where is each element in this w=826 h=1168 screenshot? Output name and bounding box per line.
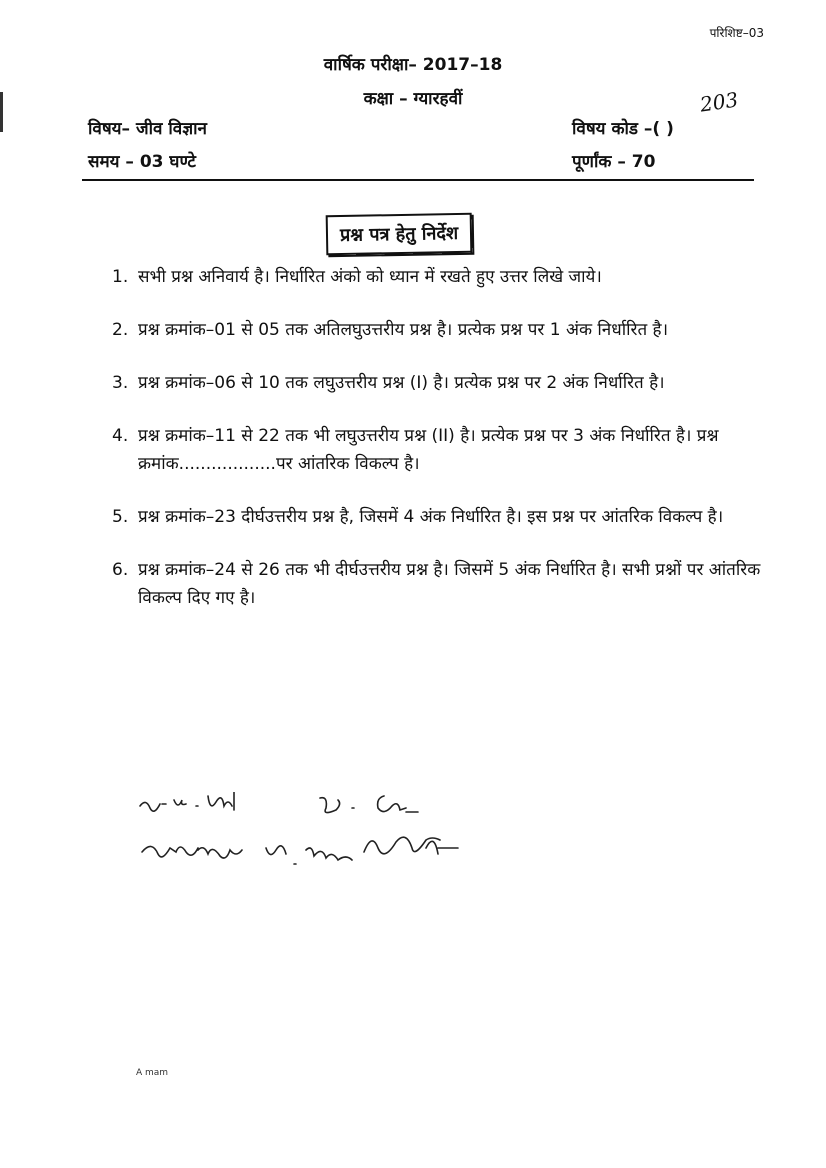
instruction-item: [112, 422, 772, 478]
instruction-number: 4.: [112, 426, 129, 446]
instruction-text: प्रश्न क्रमांक–11 से 22 तक भी लघुउत्तरीय प्रश्न (II) है। प्रत्येक प्रश्न पर 3 अंक निर्धारित है। प्रश्न क्रमांक..................पर आंतरिक विकल्प है।: [138, 426, 719, 474]
instruction-text: प्रश्न क्रमांक–06 से 10 तक लघुउत्तरीय प्रश्न (I) है। प्रत्येक प्रश्न पर 2 अंक निर्धारित है।: [138, 373, 665, 393]
instruction-item: [112, 369, 772, 397]
instruction-item: [112, 503, 772, 531]
exam-class: कक्षा – ग्यारहवीं: [363, 89, 463, 109]
instruction-text: प्रश्न क्रमांक–01 से 05 तक अतिलघुउत्तरीय प्रश्न है। प्रत्येक प्रश्न पर 1 अंक निर्धारित है।: [138, 320, 669, 340]
total-marks-label: पूर्णांक – 70: [572, 152, 656, 172]
instruction-number: 3.: [112, 373, 129, 393]
instruction-number: 2.: [112, 320, 129, 340]
instructions-list: [112, 263, 772, 637]
instruction-item: [112, 316, 772, 344]
instruction-text: प्रश्न क्रमांक–24 से 26 तक भी दीर्घउत्तरीय प्रश्न है। जिसमें 5 अंक निर्धारित है। सभी प्रश्नों पर आंतरिक विकल्प दिए गए है।: [138, 560, 761, 608]
instruction-text: सभी प्रश्न अनिवार्य है। निर्धारित अंको को ध्यान में रखते हुए उत्तर लिखे जाये।: [138, 267, 602, 287]
subject-code-handwritten: 203: [698, 87, 740, 117]
time-label: समय – 03 घण्टे: [88, 152, 196, 172]
instructions-title-box: प्रश्न पत्र हेतु निर्देश: [326, 213, 473, 256]
instruction-item: [112, 556, 772, 612]
instruction-number: 5.: [112, 507, 129, 527]
instruction-number: 1.: [112, 267, 129, 287]
handwritten-signatures: [138, 792, 538, 892]
instruction-text: प्रश्न क्रमांक–23 दीर्घउत्तरीय प्रश्न है, जिसमें 4 अंक निर्धारित है। इस प्रश्न पर आंतरिक विकल्प है।: [138, 507, 724, 527]
subject-code-label: विषय कोड –( ): [572, 119, 674, 139]
exam-title: वार्षिक परीक्षा– 2017–18: [323, 55, 503, 75]
header-divider: [82, 179, 754, 181]
footer-note: A mam: [136, 1068, 169, 1078]
instruction-item: [112, 263, 772, 291]
appendix-label: परिशिष्ट–03: [709, 26, 764, 40]
subject-label: विषय– जीव विज्ञान: [88, 119, 207, 139]
instruction-number: 6.: [112, 560, 129, 580]
